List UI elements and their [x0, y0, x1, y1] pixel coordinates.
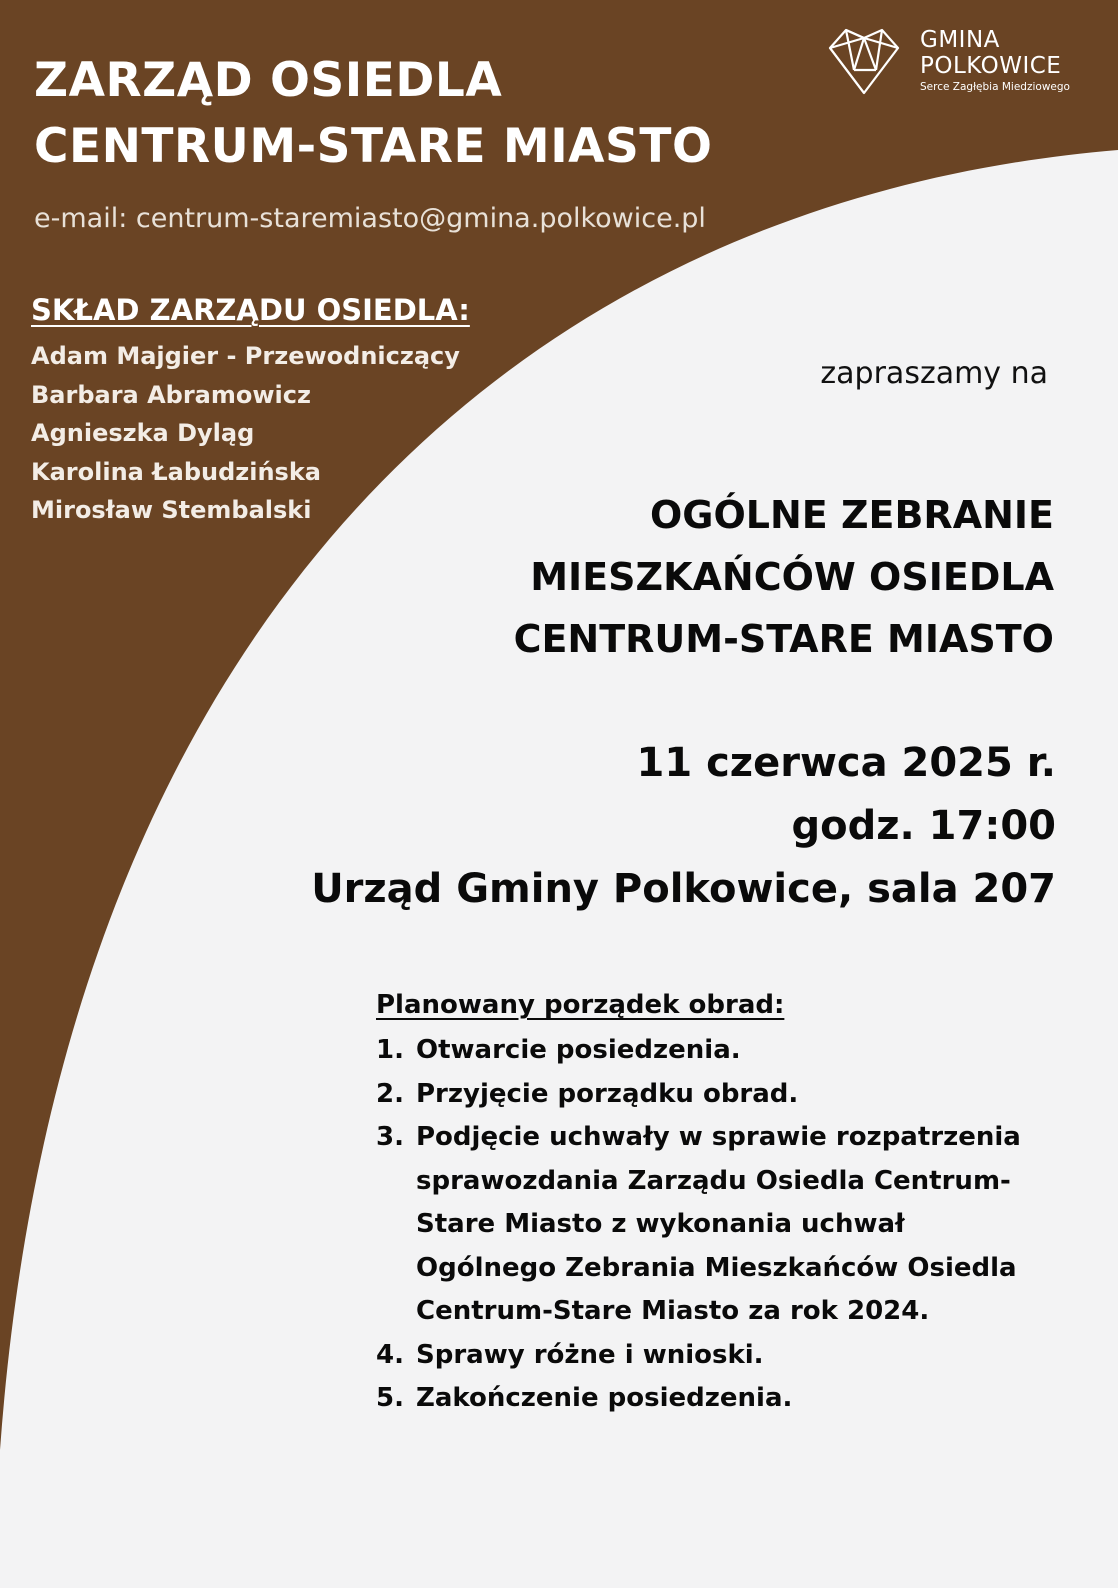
board-member: Adam Majgier - Przewodniczący: [31, 342, 460, 370]
board-title-line-2: CENTRUM-STARE MIASTO: [34, 119, 713, 174]
board-member: Agnieszka Dyląg: [31, 419, 255, 447]
event-title-line-1: OGÓLNE ZEBRANIE: [649, 493, 1054, 537]
agenda-item-number: 5.: [376, 1383, 404, 1413]
agenda-item-text: Podjęcie uchwały w sprawie rozpatrzenia sprawozdania Zarządu Osiedla Centrum- Stare Miasto z wykonania uchwał Ogólnego Zebrania Mieszkańców Osiedla Centrum-Stare Miasto za rok 2024.: [416, 1122, 1021, 1326]
board-members-list: [31, 337, 460, 530]
logo-name-line-2: POLKOWICE: [920, 53, 1062, 79]
agenda-item-text: Otwarcie posiedzenia.: [416, 1035, 741, 1065]
agenda-item: [376, 1334, 1076, 1378]
agenda-heading: Planowany porządek obrad:: [376, 990, 785, 1020]
agenda-item: [376, 1029, 1076, 1073]
agenda-item-number: 2.: [376, 1078, 404, 1109]
board-member: Karolina Łabudzińska: [31, 457, 321, 486]
agenda-item: [376, 1377, 1076, 1421]
event-time: godz. 17:00: [791, 803, 1056, 849]
agenda-item-number: 3.: [376, 1122, 404, 1152]
event-title: [514, 484, 1054, 670]
event-details: [311, 732, 1056, 921]
board-member: Barbara Abramowicz: [31, 380, 311, 409]
event-title-line-2: MIESZKAŃCÓW OSIEDLA: [530, 555, 1054, 599]
board-title-line-1: ZARZĄD OSIEDLA: [34, 53, 503, 108]
invitation-text: zapraszamy na: [820, 356, 1048, 391]
agenda-item-text: Przyjęcie porządku obrad.: [416, 1078, 799, 1109]
agenda-item: [376, 1116, 1076, 1334]
agenda-item-text: Zakończenie posiedzenia.: [416, 1383, 793, 1413]
board-title: [34, 48, 712, 180]
agenda-item-number: 4.: [376, 1339, 404, 1370]
board-member: Mirosław Stembalski: [31, 496, 312, 524]
agenda-list: [376, 1029, 1076, 1421]
heart-polygon-icon: [828, 26, 900, 96]
agenda-item-number: 1.: [376, 1035, 404, 1065]
logo-tagline: Serce Zagłębia Miedziowego: [920, 81, 1070, 93]
agenda-item-text: Sprawy różne i wnioski.: [416, 1339, 764, 1370]
contact-email[interactable]: e-mail: centrum-staremiasto@gmina.polkowice.pl: [34, 203, 706, 234]
event-place: Urząd Gminy Polkowice, sala 207: [311, 866, 1056, 912]
event-date: 11 czerwca 2025 r.: [636, 740, 1056, 786]
agenda: [376, 987, 1076, 1421]
municipality-logo: [920, 27, 1070, 94]
board-members-heading: SKŁAD ZARZĄDU OSIEDLA:: [31, 293, 470, 327]
logo-name-line-1: GMINA: [920, 27, 1000, 53]
agenda-item: [376, 1073, 1076, 1117]
event-title-line-3: CENTRUM-STARE MIASTO: [513, 617, 1054, 661]
